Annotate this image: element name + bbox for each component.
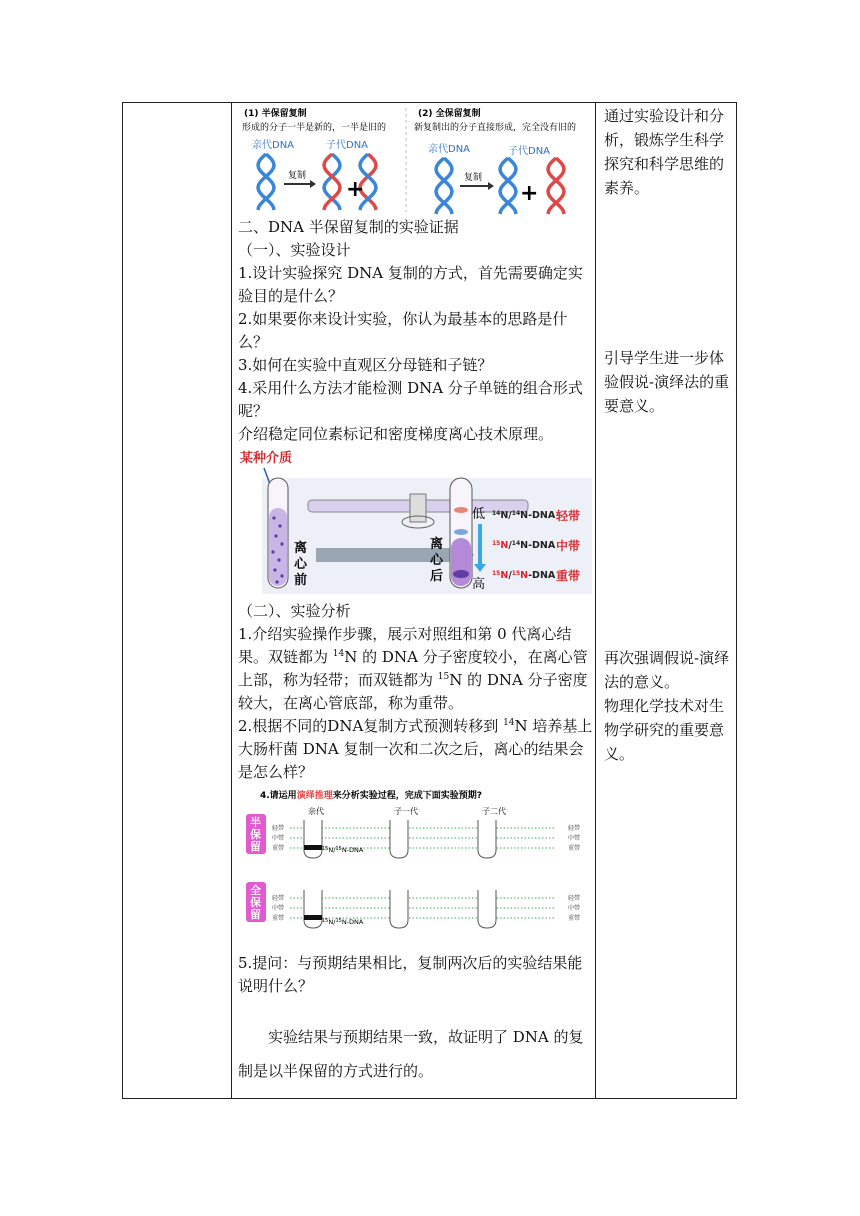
band-light: 轻带 bbox=[556, 509, 581, 523]
band-row-label: 中带 bbox=[272, 835, 285, 842]
conclusion: 实验结果与预期结果一致，故证明了 DNA 的复制是以半保留的方式进行的。 bbox=[238, 1028, 584, 1080]
svg-text:半: 半 bbox=[250, 816, 261, 829]
band-row-label: 轻带 bbox=[272, 825, 285, 832]
prediction-tube bbox=[304, 820, 322, 858]
side-note-2: 引导学生进一步体验假说-演绎法的重要意义。 bbox=[604, 349, 730, 415]
after-label-3: 后 bbox=[430, 569, 444, 584]
question-3: 3.如何在实验中直观区分母链和子链？ bbox=[238, 356, 493, 374]
col-gen1: 子一代 bbox=[394, 807, 418, 816]
dna-particle bbox=[271, 550, 274, 553]
dna-particle bbox=[275, 580, 278, 583]
col-parent: 亲代 bbox=[308, 807, 324, 816]
heavy-band bbox=[304, 915, 322, 920]
fig1-arrow-label-2: 复制 bbox=[464, 173, 483, 183]
subsection-design: （一）、实验设计 bbox=[238, 241, 351, 259]
band-row-label: 轻带 bbox=[567, 895, 581, 902]
medium-label: 某种介质 bbox=[240, 451, 293, 466]
after-label-2: 心 bbox=[430, 553, 444, 568]
dna-particle bbox=[277, 558, 280, 561]
band-row-label: 重带 bbox=[567, 915, 581, 922]
before-label-2: 心 bbox=[294, 557, 308, 572]
band-row-label: 中带 bbox=[272, 905, 285, 912]
side-note-1: 通过实验设计和分析，锻炼学生科学探究和科学思维的素养。 bbox=[604, 107, 725, 197]
analysis-1: 1.介绍实验操作步骤，展示对照组和第 0 代离心结果。双链都为 $^{14}$N 的 DNA 分子密度较小，在离心管上部，称为轻带；而双链都为 $^{15}$N 的 DNA 分子密度较大，在离心管底部，称为重带。 bbox=[238, 625, 588, 712]
side-notes bbox=[604, 104, 732, 766]
fig1-parent-label-2: 亲代DNA bbox=[428, 144, 471, 155]
subsection-analysis: （二）、实验分析 bbox=[238, 602, 351, 620]
band-row-label: 中带 bbox=[567, 835, 581, 842]
svg-text:留: 留 bbox=[250, 908, 261, 921]
band-row-label: 重带 bbox=[567, 845, 581, 852]
col-gen2: 子二代 bbox=[482, 807, 506, 816]
semi-dna-label: $^{15}$N/$^{15}$N-DNA bbox=[322, 846, 364, 854]
section-2-title: 二、DNA 半保留复制的实验证据 bbox=[238, 218, 459, 236]
prediction-tube bbox=[390, 890, 408, 928]
table-column-divider bbox=[231, 103, 232, 1098]
prediction-figure bbox=[238, 788, 594, 948]
side-note-4: 物理化学技术对生物学研究的重要意义。 bbox=[604, 697, 725, 763]
fig1-right-sub: 新复制出的分子直接形成，完全没有旧的 bbox=[414, 123, 577, 133]
low-label: 低 bbox=[472, 507, 486, 522]
svg-text:保: 保 bbox=[250, 828, 261, 841]
question-1: 1.设计实验探究 DNA 复制的方式，首先需要确定实验目的是什么？ bbox=[238, 264, 583, 305]
question-4: 4.采用什么方法才能检测 DNA 分子单链的组合形式呢？ bbox=[238, 379, 583, 420]
band-row-label: 重带 bbox=[272, 845, 285, 852]
svg-text:保: 保 bbox=[250, 896, 261, 909]
dna-particle bbox=[280, 542, 283, 545]
svg-text:全: 全 bbox=[250, 884, 261, 897]
svg-text:+: + bbox=[346, 177, 365, 202]
svg-text:15N/15N-DNA: $^{15}$N/$^{15}$N-DNA bbox=[492, 570, 556, 581]
question-2: 2.如果要你来设计实验，你认为最基本的思路是什么？ bbox=[238, 310, 568, 351]
band-row-label: 中带 bbox=[567, 905, 581, 912]
band-heavy: 重带 bbox=[556, 569, 581, 583]
full-dna-label: $^{15}$N/$^{15}$N-DNA bbox=[322, 918, 364, 926]
after-label-1: 离 bbox=[430, 537, 444, 552]
intro-technique: 介绍稳定同位素标记和密度梯度离心技术原理。 bbox=[238, 425, 554, 443]
centrifugation-figure bbox=[238, 448, 594, 598]
side-note-3: 再次强调假说-演绎法的意义。 bbox=[604, 649, 730, 691]
main-content bbox=[238, 104, 594, 1088]
replication-models-figure bbox=[238, 104, 594, 216]
fig1-arrow-label: 复制 bbox=[288, 171, 307, 181]
fig1-child-label: 子代DNA bbox=[326, 140, 369, 151]
high-label: 高 bbox=[472, 577, 486, 592]
band-row-label: 轻带 bbox=[567, 825, 581, 832]
prediction-tube bbox=[390, 820, 408, 858]
table-column-divider bbox=[595, 103, 596, 1098]
svg-text:14N/14N-DNA: $^{14}$N/$^{14}$N-DNA bbox=[492, 510, 556, 521]
prediction-tube bbox=[304, 890, 322, 928]
band-row-label: 轻带 bbox=[272, 895, 285, 902]
prediction-tube bbox=[478, 820, 496, 858]
dna-particle bbox=[274, 534, 277, 537]
heavy-band bbox=[304, 845, 322, 850]
fig1-left-sub: 形成的分子一半是新的，一半是旧的 bbox=[242, 123, 387, 133]
fig1-left-title: (1) 半保留复制 bbox=[244, 109, 307, 119]
fig1-parent-label: 亲代DNA bbox=[252, 140, 295, 151]
dna-particle bbox=[272, 516, 275, 519]
svg-text:15N/14N-DNA: $^{15}$N/$^{14}$N-DNA bbox=[492, 540, 556, 551]
before-label-3: 前 bbox=[294, 573, 308, 588]
fig1-right-title: (2) 全保留复制 bbox=[418, 109, 481, 119]
svg-text:+: + bbox=[520, 181, 539, 206]
dna-particle bbox=[280, 574, 283, 577]
band-row-label: 重带 bbox=[272, 915, 285, 922]
band-medium: 中带 bbox=[556, 539, 581, 553]
fig3-title: 4.请运用演绎推理来分析实验过程，完成下面实验预期? bbox=[260, 791, 482, 801]
dna-particle bbox=[273, 568, 276, 571]
fig1-child-label-2: 子代DNA bbox=[508, 146, 551, 157]
svg-text:留: 留 bbox=[250, 840, 261, 853]
analysis-2: 2.根据不同的DNA复制方式预测转移到 $^{14}$N 培养基上大肠杆菌 DNA 复制一次和二次之后，离心的结果会是怎么样？ bbox=[238, 717, 593, 781]
prediction-tube bbox=[478, 890, 496, 928]
dna-particle bbox=[278, 524, 281, 527]
question-5: 5.提问：与预期结果相比，复制两次后的实验结果能说明什么？ bbox=[238, 954, 583, 995]
before-label-1: 离 bbox=[294, 541, 308, 556]
